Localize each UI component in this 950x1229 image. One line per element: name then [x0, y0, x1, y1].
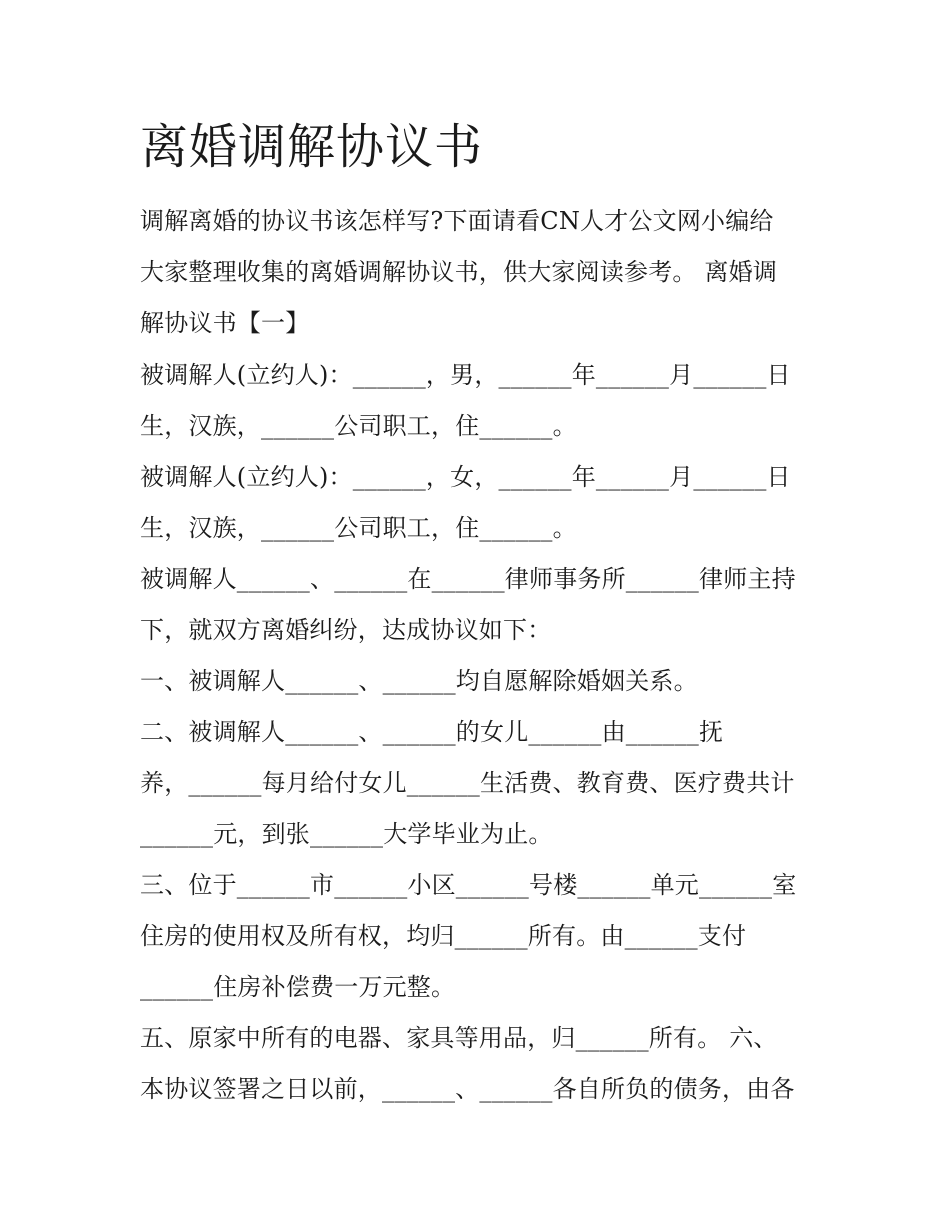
text-line-clause-1: 一、被调解人______、______均自愿解除婚姻关系。 [140, 667, 698, 695]
text-line-clause-2a: 二、被调解人______、______的女儿______由______抚 [140, 718, 724, 746]
document-title: 离婚调解协议书 [140, 119, 484, 175]
text-line-party-female-1: 被调解人(立约人)：______，女，______年______月______日 [140, 463, 791, 491]
text-line-mediation-1: 被调解人______、______在______律师事务所______律师主持 [140, 565, 796, 593]
text-line-clause-5: 五、原家中所有的电器、家具等用品，归______所有。 六、 [140, 1024, 778, 1052]
text-line-party-male-1: 被调解人(立约人)：______，男，______年______月______日 [140, 361, 791, 389]
text-line-intro-1: 调解离婚的协议书该怎样写?下面请看CN人才公文网小编给 [140, 207, 774, 235]
text-line-clause-3c: ______住房补偿费一万元整。 [140, 973, 456, 1001]
text-line-clause-3a: 三、位于______市______小区______号楼______单元______室 [140, 871, 797, 899]
text-line-mediation-2: 下，就双方离婚纠纷，达成协议如下： [140, 616, 552, 644]
text-line-clause-2c: ______元，到张______大学毕业为止。 [140, 820, 553, 848]
text-line-clause-2b: 养，______每月给付女儿______生活费、教育费、医疗费共计 [140, 769, 795, 797]
text-line-clause-3b: 住房的使用权及所有权，均归______所有。由______支付 [140, 922, 747, 950]
text-line-section-heading: 解协议书【一】 [140, 309, 310, 337]
text-line-clause-6: 本协议签署之日以前，______、______各自所负的债务，由各 [140, 1075, 795, 1103]
text-line-party-female-2: 生，汉族，______公司职工，住______。 [140, 514, 577, 542]
text-line-party-male-2: 生，汉族，______公司职工，住______。 [140, 412, 577, 440]
text-line-intro-2: 大家整理收集的离婚调解协议书，供大家阅读参考。 离婚调 [140, 258, 778, 286]
